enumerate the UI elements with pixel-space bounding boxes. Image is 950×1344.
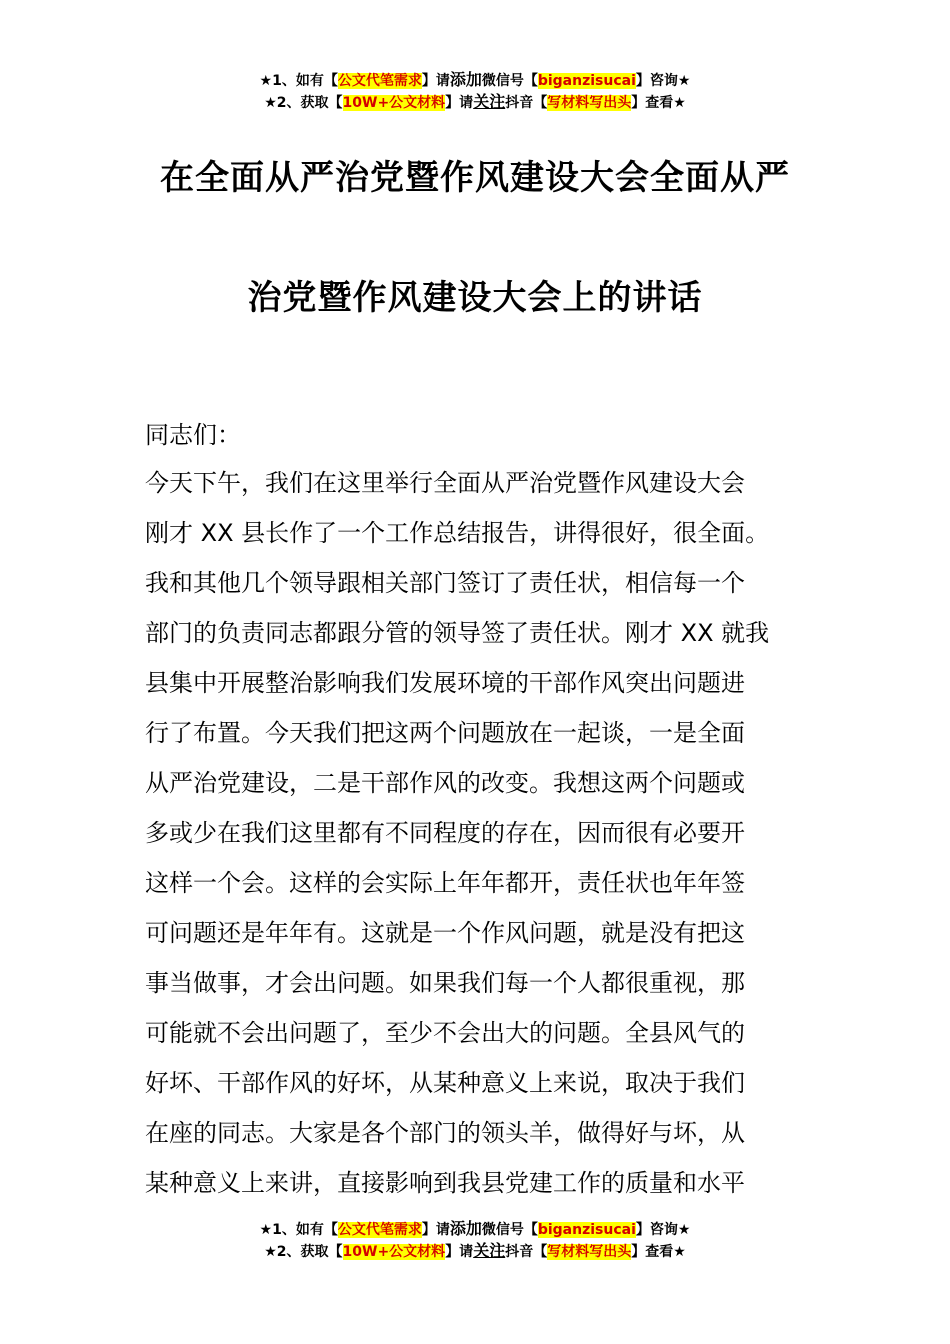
star-icon: ★ <box>264 1244 277 1260</box>
paragraph-line: 我和其他几个领导跟相关部门签订了责任状，相信每一个 <box>145 569 745 597</box>
banner-line-2 <box>0 1240 950 1262</box>
paragraph-line: 多或少在我们这里都有不同程度的存在，因而很有必要开 <box>145 819 745 847</box>
banner-text: 1、如有【 <box>272 1222 338 1238</box>
paragraph-line: 县集中开展整治影响我们发展环境的干部作风突出问题进 <box>145 669 745 697</box>
banner-text: 微信号【 <box>481 73 538 89</box>
wechat-id-highlight: biganzisucai <box>537 73 636 89</box>
banner-emphasis: 添加 <box>449 70 482 89</box>
document-title-line-1: 在全面从严治党暨作风建设大会全面从严 <box>160 158 790 198</box>
banner-line-1 <box>0 1218 950 1240</box>
body-paragraph <box>145 458 825 1208</box>
banner-highlight: 10W+公文材料 <box>342 1244 446 1260</box>
star-icon: ★ <box>264 95 277 111</box>
douyin-id-highlight: 写材料写出头 <box>547 1244 632 1260</box>
paragraph-line: 从严治党建设，二是干部作风的改变。我想这两个问题或 <box>145 769 745 797</box>
paragraph-line: 好坏、干部作风的好坏，从某种意义上来说，取决于我们 <box>145 1069 745 1097</box>
banner-emphasis: 添加 <box>449 1219 482 1238</box>
paragraph-line: 今天下午，我们在这里举行全面从严治党暨作风建设大会 <box>145 469 745 497</box>
banner-text: 抖音【 <box>505 1244 548 1260</box>
document-title-line-2: 治党暨作风建设大会上的讲话 <box>247 278 703 318</box>
salutation-text: 同志们： <box>145 421 241 449</box>
banner-text: 微信号【 <box>481 1222 538 1238</box>
wechat-id-highlight: biganzisucai <box>537 1222 636 1238</box>
paragraph-line: 刚才 XX 县长作了一个工作总结报告，讲得很好，很全面。 <box>145 519 770 547</box>
star-icon: ★ <box>259 73 273 89</box>
banner-emphasis: 关注 <box>473 92 506 111</box>
banner-text: 1、如有【 <box>272 73 338 89</box>
banner-text: 】查看★ <box>631 95 686 111</box>
paragraph-line: 部门的负责同志都跟分管的领导签了责任状。刚才 XX 就我 <box>145 619 770 647</box>
banner-text: 】请 <box>421 73 450 89</box>
banner-highlight: 公文代笔需求 <box>337 73 422 89</box>
paragraph-line: 某种意义上来讲，直接影响到我县党建工作的质量和水平 <box>145 1169 745 1197</box>
salutation <box>145 410 825 460</box>
banner-text: 】请 <box>421 1222 450 1238</box>
banner-highlight: 10W+公文材料 <box>342 95 446 111</box>
paragraph-line: 这样一个会。这样的会实际上年年都开，责任状也年年签 <box>145 869 745 897</box>
banner-highlight: 公文代笔需求 <box>337 1222 422 1238</box>
banner-text: 】查看★ <box>631 1244 686 1260</box>
paragraph-line: 可能就不会出问题了，至少不会出大的问题。全县风气的 <box>145 1019 745 1047</box>
paragraph-line: 事当做事，才会出问题。如果我们每一个人都很重视，那 <box>145 969 745 997</box>
footer-banner <box>0 1218 950 1262</box>
banner-text: 抖音【 <box>505 95 548 111</box>
banner-line-1 <box>0 69 950 91</box>
banner-emphasis: 关注 <box>473 1241 506 1260</box>
paragraph-line: 在座的同志。大家是各个部门的领头羊，做得好与坏，从 <box>145 1119 745 1147</box>
paragraph-line: 可问题还是年年有。这就是一个作风问题，就是没有把这 <box>145 919 745 947</box>
banner-text: 2、获取【 <box>276 1244 343 1260</box>
banner-text: 】咨询★ <box>635 1222 691 1238</box>
paragraph-line: 行了布置。今天我们把这两个问题放在一起谈，一是全面 <box>145 719 745 747</box>
douyin-id-highlight: 写材料写出头 <box>547 95 632 111</box>
banner-text: 】咨询★ <box>635 73 691 89</box>
banner-text: 2、获取【 <box>276 95 343 111</box>
banner-line-2 <box>0 91 950 113</box>
star-icon: ★ <box>259 1222 273 1238</box>
banner-text: 】请 <box>445 1244 474 1260</box>
header-banner <box>0 69 950 113</box>
banner-text: 】请 <box>445 95 474 111</box>
